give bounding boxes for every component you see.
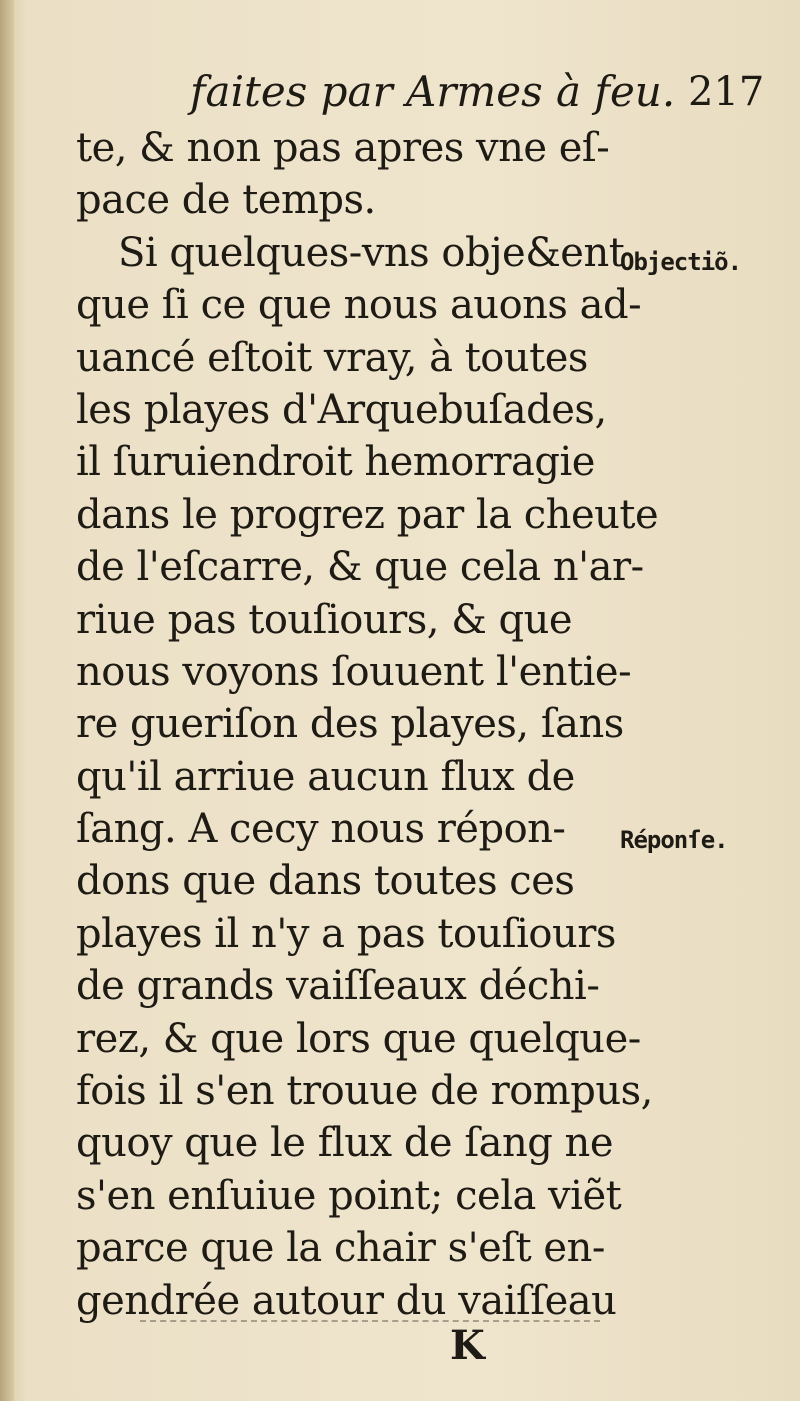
text-line: playes il n'y a pas touſiours <box>76 910 616 957</box>
text-line: riue pas touſiours, & que <box>76 596 573 643</box>
running-title: faites par Armes à feu. <box>190 67 676 116</box>
text-line: quoy que le flux de ſang ne <box>76 1120 613 1167</box>
margin-note-response: Réponſe. <box>620 826 728 854</box>
page-gutter <box>0 0 14 1401</box>
signature-mark: K <box>450 1322 485 1369</box>
text-line: dans le progrez par la cheute <box>76 491 659 538</box>
page-rule <box>140 1320 600 1322</box>
text-line: de grands vaiſſeaux déchi- <box>76 963 600 1010</box>
text-line: ſang. A cecy nous répon- <box>76 806 566 853</box>
text-line: qu'il arriue aucun flux de <box>76 753 575 800</box>
text-line: Si quelques-vns obje&ent <box>118 229 625 276</box>
text-line: rez, & que lors que quelque- <box>76 1015 641 1062</box>
text-line: il ſuruiendroit hemorragie <box>76 439 595 486</box>
text-line: pace de temps. <box>76 177 376 224</box>
text-line: les playes d'Arquebuſades, <box>76 386 607 433</box>
text-line: uancé eſtoit vray, à toutes <box>76 334 588 381</box>
text-line: nous voyons ſouuent l'entie- <box>76 648 632 695</box>
text-line: que ſi ce que nous auons ad- <box>76 282 642 329</box>
text-line: parce que la chair s'eſt en- <box>76 1225 605 1272</box>
margin-note-objection: Objectiõ. <box>620 248 742 276</box>
body-text <box>76 122 659 1327</box>
text-line: dons que dans toutes ces <box>76 858 575 905</box>
text-line: fois il s'en trouue de rompus, <box>76 1068 653 1115</box>
text-line: te, & non pas apres vne eſ- <box>76 125 610 171</box>
text-line: re gueriſon des playes, ſans <box>76 701 624 748</box>
text-line: s'en enſuiue point; cela viẽt <box>76 1172 622 1219</box>
text-line: de l'eſcarre, & que cela n'ar- <box>76 544 644 591</box>
page-number: 217 <box>688 69 765 115</box>
text-line: gendrée autour du vaiſſeau <box>76 1277 617 1324</box>
